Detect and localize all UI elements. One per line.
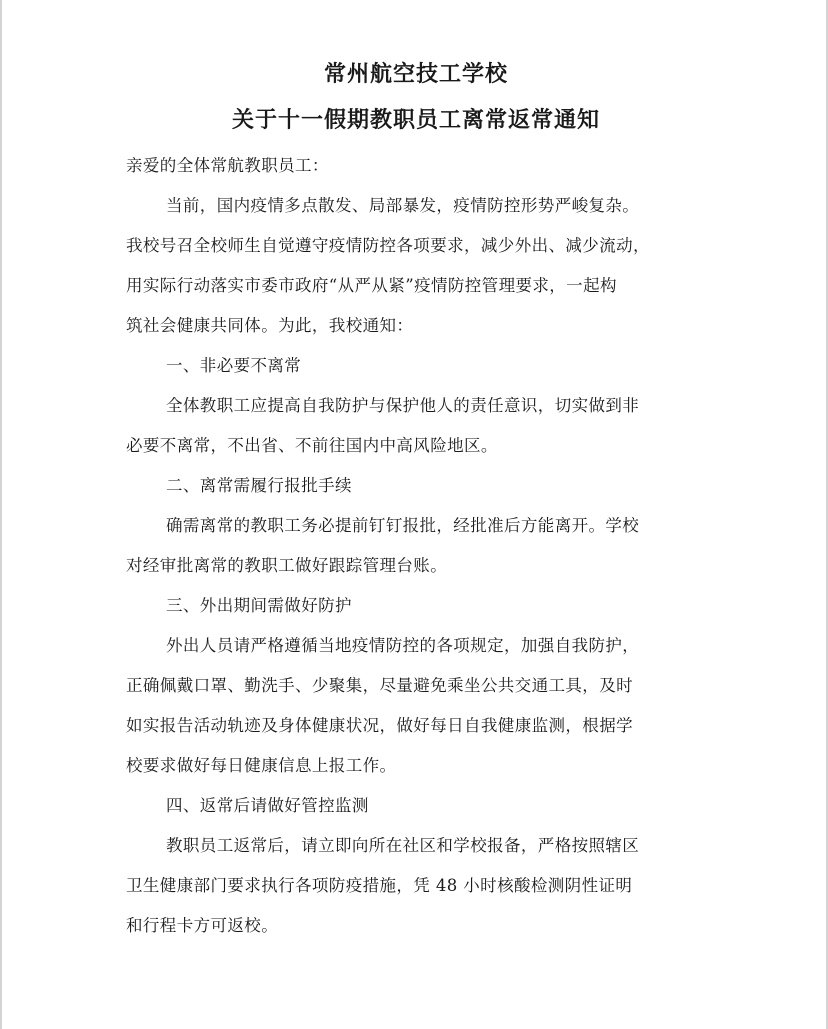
section-3-line: 正确佩戴口罩、勤洗手、少聚集，尽量避免乘坐公共交通工具，及时 xyxy=(126,676,633,695)
intro-line: 用实际行动落实市委市政府“从严从紧”疫情防控管理要求，一起构 xyxy=(126,276,617,295)
notice-document xyxy=(126,52,706,946)
section-3-line: 外出人员请严格遵循当地疫情防控的各项规定，加强自我防护， xyxy=(166,636,640,655)
section-heading-4: 四、返常后请做好管控监测 xyxy=(166,796,369,815)
school-name: 常州航空技工学校 xyxy=(323,61,508,87)
section-heading-3: 三、外出期间需做好防护 xyxy=(166,596,352,615)
intro-line: 当前，国内疫情多点散发、局部暴发，疫情防控形势严峻复杂。 xyxy=(166,196,640,215)
section-4-line: 教职员工返常后，请立即向所在社区和学校报备，严格按照辖区 xyxy=(166,836,640,855)
salutation: 亲爱的全体常航教职员工： xyxy=(126,156,329,175)
intro-line: 筑社会健康共同体。为此，我校通知： xyxy=(126,316,414,335)
section-1-line: 必要不离常，不出省、不前往国内中高风险地区。 xyxy=(126,436,498,455)
section-4-line: 卫生健康部门要求执行各项防疫措施，凭 48 小时核酸检测阴性证明 xyxy=(126,876,633,895)
section-4-line: 和行程卡方可返校。 xyxy=(126,916,279,935)
section-3-line: 校要求做好每日健康信息上报工作。 xyxy=(126,756,397,775)
section-2-line: 对经审批离常的教职工做好跟踪管理台账。 xyxy=(126,556,448,575)
section-heading-1: 一、非必要不离常 xyxy=(166,356,302,375)
section-3-line: 如实报告活动轨迹及身体健康状况，做好每日自我健康监测，根据学 xyxy=(126,716,633,735)
section-1-line: 全体教职工应提高自我防护与保护他人的责任意识，切实做到非 xyxy=(166,396,640,415)
notice-title: 关于十一假期教职员工离常返常通知 xyxy=(231,107,600,133)
intro-line: 我校号召全校师生自觉遵守疫情防控各项要求，减少外出、减少流动， xyxy=(126,236,650,255)
page-edge-left xyxy=(0,0,2,1029)
section-heading-2: 二、离常需履行报批手续 xyxy=(166,476,352,495)
section-2-line: 确需离常的教职工务必提前钉钉报批，经批准后方能离开。学校 xyxy=(166,516,640,535)
